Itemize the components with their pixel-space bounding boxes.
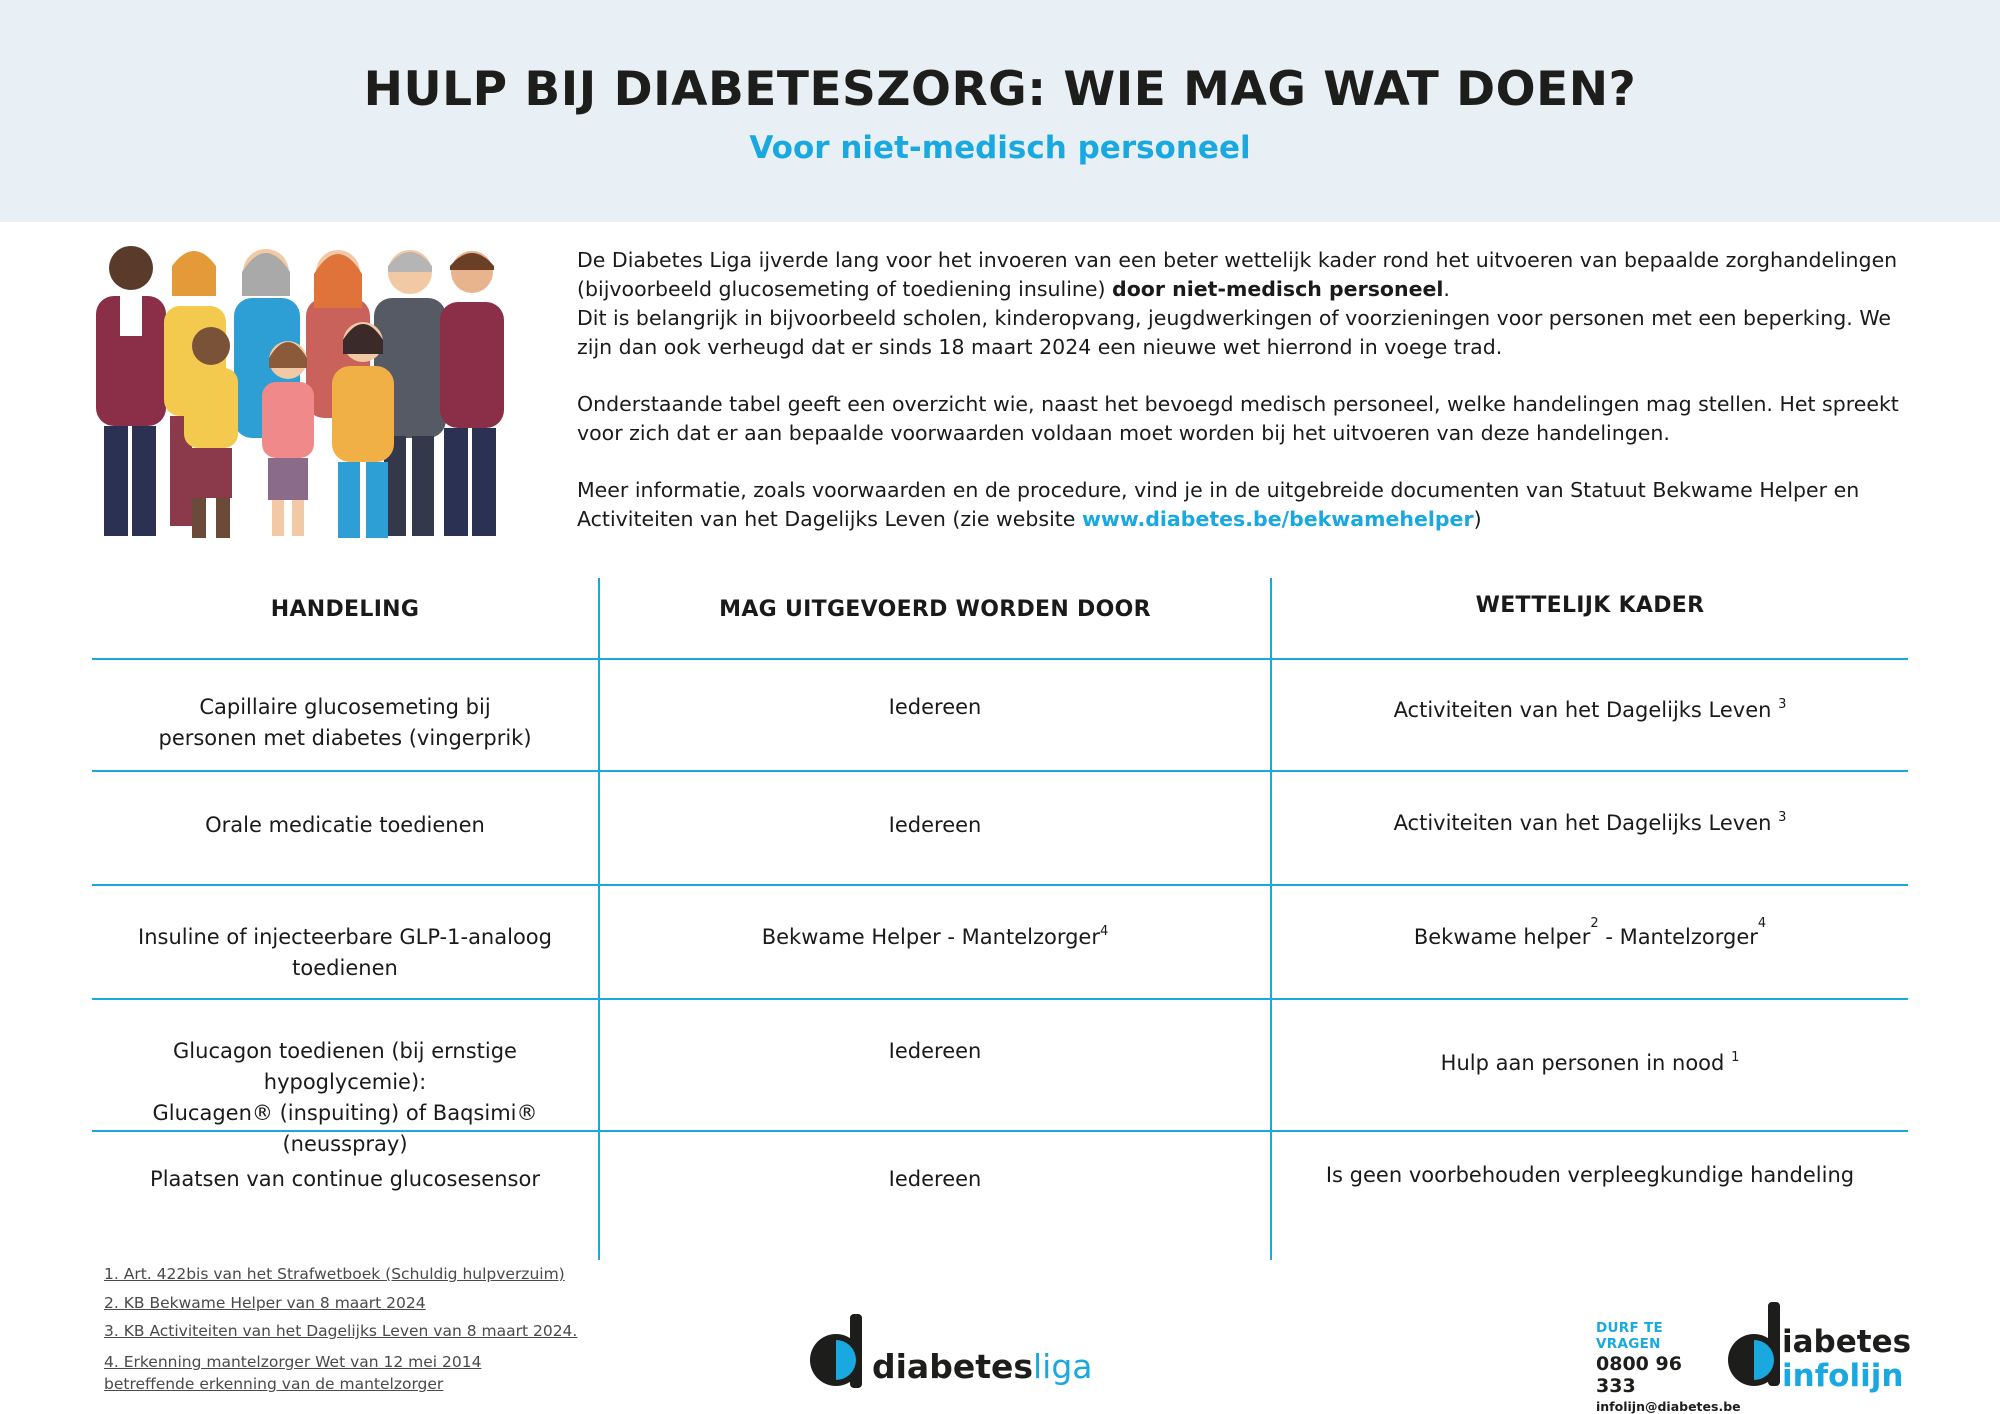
footnote-3[interactable]: 3. KB Activiteiten van het Dagelijks Leven van 8 maart 2024. [104,1322,578,1340]
row-4-kader-text: Hulp aan personen in nood [1440,1051,1725,1075]
intro-p1-second: Dit is belangrijk in bijvoorbeeld scholen, kinderopvang, jeugdwerkingen of voorzieningen voor personen met een beperking. We zijn dan ook verheugd dat er sinds 18 maart 2024 een nieuwe wet hierrond in voege trad. [577,306,1892,359]
row-1-kader-sup: 3 [1778,697,1787,712]
table-row-3-handeling [92,922,598,984]
table-row-1-kader [1272,695,1908,726]
footnote-4[interactable]: 4. Erkenning mantelzorger Wet van 12 mei 2014 [104,1353,482,1371]
infolijn-tagline: DURF TE VRAGEN [1596,1320,1664,1352]
diabetesliga-logo [806,1312,1093,1392]
footnote-1[interactable]: 1. Art. 422bis van het Strafwetboek (Schuldig hulpverzuim) [104,1265,565,1283]
people-group-illustration [88,236,528,548]
table-divider-v1 [598,578,600,1260]
row-3-door-text: Bekwame Helper - Mantelzorger [761,925,1100,949]
row-1-handeling-line-1: Capillaire glucosemeting bij [199,695,491,719]
table-divider-h3 [92,884,1908,886]
row-2-kader-text: Activiteiten van het Dagelijks Leven [1393,811,1772,835]
intro-paragraph-3 [577,476,1917,534]
table-row-3-kader [1272,916,1908,953]
liga-logo-text-a: diabetes [872,1347,1034,1386]
table-row-2-door: Iedereen [888,813,982,837]
table-row-5-kader: Is geen voorbehouden verpleegkundige handeling [1325,1163,1855,1187]
person-man-burgundy [96,246,166,536]
row-2-kader-sup: 3 [1778,810,1787,825]
row-1-handeling-line-2: personen met diabetes (vingerprik) [158,726,532,750]
person-man-right [440,251,504,536]
row-3-kader-sup-b: 4 [1757,916,1767,931]
intro-p1-bold: door niet-medisch personeel [1112,277,1444,301]
intro-p1-end: . [1443,277,1450,301]
liga-logo-text-b: liga [1033,1347,1093,1386]
table-row-2-kader [1272,808,1908,839]
infolijn-logo-text-b: infolijn [1782,1358,1904,1394]
row-1-kader-text: Activiteiten van het Dagelijks Leven [1393,698,1772,722]
website-link[interactable]: www.diabetes.be/bekwamehelper [1081,507,1474,531]
table-divider-h2 [92,770,1908,772]
infolijn-phone[interactable]: 0800 96 333 [1596,1353,1682,1397]
infolijn-logo-text-a: iabetes [1782,1324,1912,1360]
table-row-3-door [600,922,1270,953]
table-divider-h1 [92,658,1908,660]
row-3-kader-a: Bekwame helper [1413,925,1591,949]
page-title: HULP BIJ DIABETESZORG: WIE MAG WAT DOEN? [363,62,1637,117]
footnote-4-cont[interactable]: betreffende erkenning van de mantelzorger [104,1375,444,1393]
infolijn-email[interactable]: infolijn@diabetes.be [1596,1399,1741,1414]
intro-paragraph-1 [577,246,1917,362]
table-row-2-handeling: Orale medicatie toedienen [205,813,485,837]
row-4-handeling-line-1: Glucagon toedienen (bij ernstige hypoglycemie): [173,1039,517,1094]
footnote-2[interactable]: 2. KB Bekwame Helper van 8 maart 2024 [104,1294,426,1312]
intro-p3-text: Meer informatie, zoals voorwaarden en de procedure, vind je in de uitgebreide documenten van Statuut Bekwame Helper en Activiteiten van het Dagelijks Leven (zie website [577,478,1860,531]
table-row-1-door: Iedereen [888,695,982,719]
row-3-handeling-line-2: toedienen [292,956,398,980]
svg-text:diabetesliga [872,1347,1093,1386]
header-uitgevoerd-door: MAG UITGEVOERD WORDEN DOOR [719,597,1151,622]
table-row-4-handeling [92,1036,598,1160]
row-3-kader-sup-a: 2 [1590,916,1599,931]
diabetes-infolijn-logo [1724,1298,1912,1398]
table-row-4-door: Iedereen [888,1039,982,1063]
row-3-kader-b: - Mantelzorger [1598,925,1758,949]
intro-p1-text: De Diabetes Liga ijverde lang voor het invoeren van een beter wettelijk kader rond het uitvoeren van bepaalde zorghandelingen (bijvoorbeeld glucosemeting of toediening insuline) [577,248,1898,301]
table-row-1-handeling [92,692,598,754]
table-divider-h4 [92,998,1908,1000]
intro-paragraph-2: Onderstaande tabel geeft een overzicht wie, naast het bevoegd medisch personeel, welke handelingen mag stellen. Het spreekt voor zich dat er aan bepaalde voorwaarden voldaan moet worden bij het uitvoeren van deze handelingen. [577,392,1899,445]
row-3-door-sup: 4 [1099,924,1109,939]
intro-p3-end: ) [1473,507,1482,531]
row-4-kader-sup: 1 [1731,1050,1740,1065]
table-row-4-kader [1272,1048,1908,1079]
header-handeling: HANDELING [270,597,420,622]
page-subtitle: Voor niet-medisch personeel [749,130,1251,166]
header-wettelijk-kader: WETTELIJK KADER [1475,593,1705,618]
table-row-5-door: Iedereen [888,1167,982,1191]
row-4-handeling-line-2: Glucagen® (inspuiting) of Baqsimi® (neusspray) [152,1101,538,1156]
row-3-handeling-line-1: Insuline of injecteerbare GLP-1-analoog [138,925,552,949]
table-divider-v2 [1270,578,1272,1260]
intro-text [577,246,1917,562]
infolijn-contact [1596,1320,1741,1414]
table-row-5-handeling: Plaatsen van continue glucosesensor [150,1167,540,1191]
